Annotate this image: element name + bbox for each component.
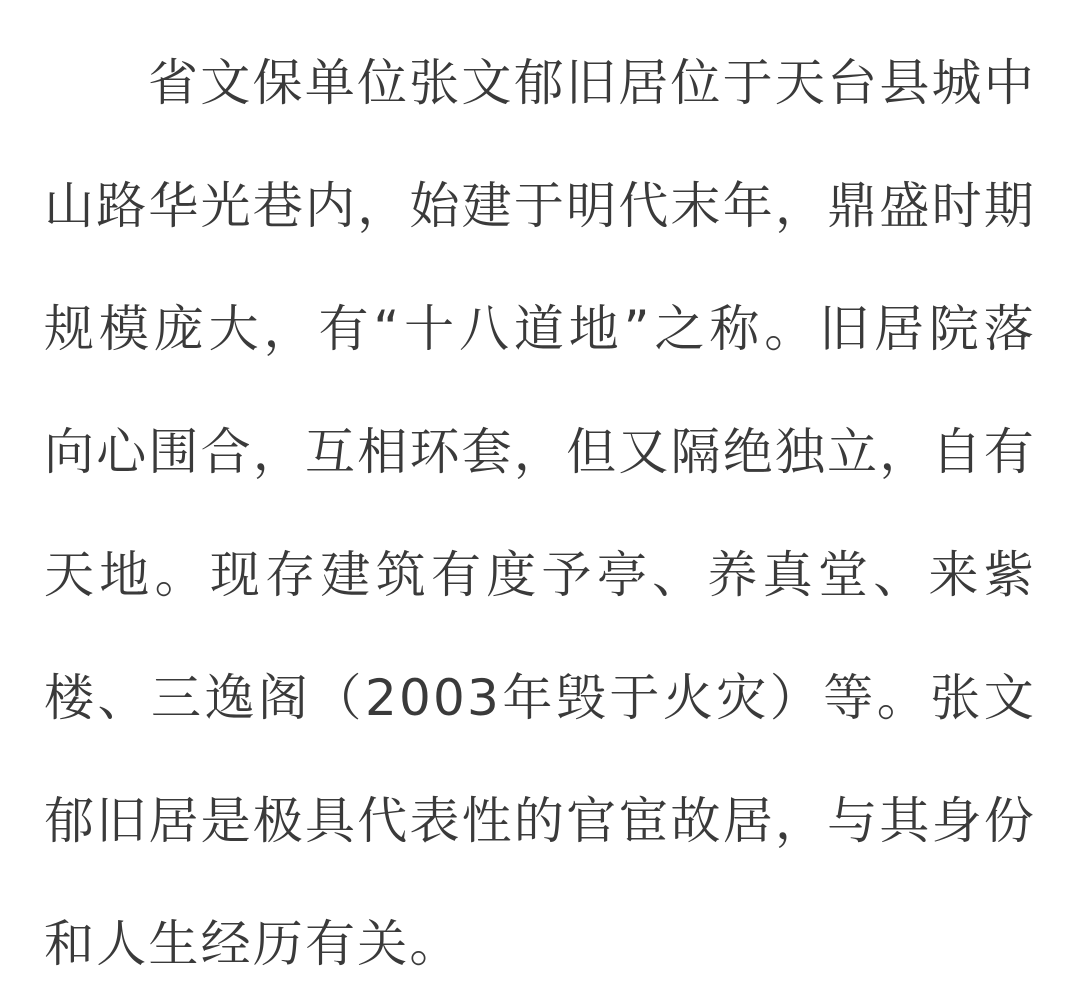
article-paragraph: 省文保单位张文郁旧居位于天台县城中山路华光巷内，始建于明代末年，鼎盛时期规模庞大，有“十八道地”之称。旧居院落向心围合，互相环套，但又隔绝独立，自有天地。现存建筑有度予亭、养真堂、来紫楼、三逸阁（2003年毁于火灾）等。张文郁旧居是极具代表性的官宦故居，与其身份和人生经历有关。 [44,54,1036,973]
